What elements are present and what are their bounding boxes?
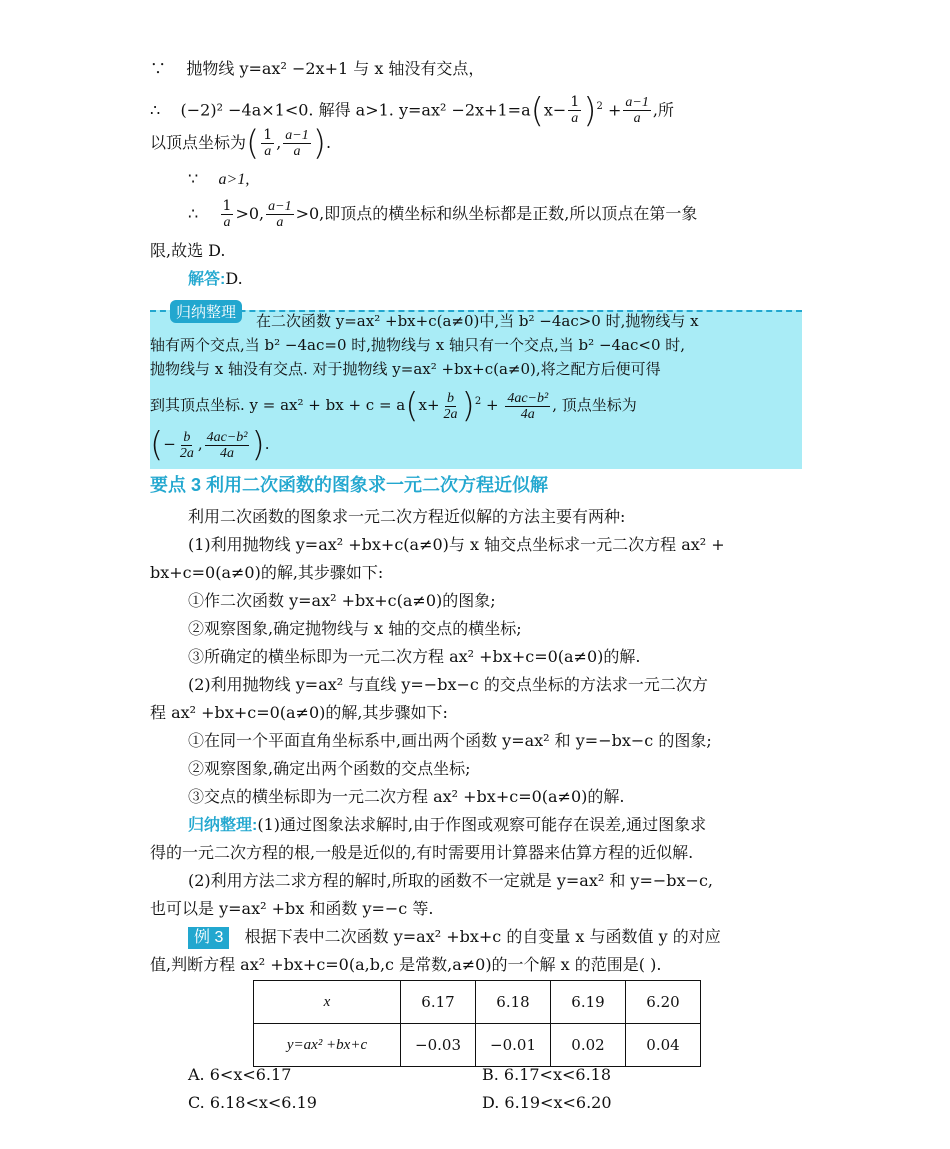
vertex-x-fraction: $\frac{1}{a}$ [263, 127, 273, 159]
summary-label-2: 归纳整理: [188, 817, 258, 834]
solution-text-1: 抛物线 y=ax² −2x+1 与 x 轴没有交点， [186, 59, 485, 78]
summary-text-3: 抛物线与 x 轴没有交点. 对于抛物线 y=ax² +bx+c(a≠0),将之配方后便可得 [150, 360, 661, 378]
section-heading: 要点 3 利用二次函数的图象求一元二次方程近似解 [150, 475, 549, 495]
solution-line-4 [188, 168, 840, 191]
example-line-1 [188, 926, 840, 949]
summary-plus: + [485, 396, 499, 414]
option-d[interactable]: D. 6.19<x<6.20 [482, 1093, 612, 1112]
solution-text-5b: >0,即顶点的横坐标和纵坐标都是正数,所以顶点在第一象 [295, 204, 698, 223]
table-row [254, 1024, 701, 1067]
summary-line-1 [256, 310, 802, 332]
solution-line-2: ∴ (−2)² −4a×1<0. 解得 a>1. y=ax² −2x+1=a(x− $\frac{1}{a}$ )$^2$ + $\frac{a-1}{a}$ ,所 [150, 90, 674, 131]
summary-text-1: 在二次函数 y=ax² +bx+c(a≠0)中,当 b² −4ac>0 时,抛物线与 x [256, 312, 699, 330]
solution-line-6 [150, 240, 802, 262]
table-cell: 6.20 [626, 981, 701, 1024]
therefore-symbol: ∴ [150, 100, 161, 120]
solution-text-3a: 以顶点坐标为 [150, 133, 247, 152]
table-cell: 6.19 [551, 981, 626, 1024]
section-p1: 利用二次函数的图象求一元二次方程近似解的方法主要有两种: [188, 507, 626, 526]
vertex-y-fraction: $\frac{a-1}{a}$ [285, 128, 309, 159]
example-tag: 例 3 [188, 927, 229, 949]
table-cell: x [254, 981, 401, 1024]
solution-line-1 [150, 58, 802, 80]
option-b[interactable]: B. 6.17<x<6.18 [482, 1065, 612, 1084]
option-c[interactable]: C. 6.18<x<6.19 [188, 1093, 317, 1112]
section-p10: ②观察图象,确定出两个函数的交点坐标; [188, 759, 471, 778]
section-p2: (1)利用抛物线 y=ax² +bx+c(a≠0)与 x 轴交点坐标求一元二次方程 ax² + [188, 535, 725, 554]
summary-tag: 归纳整理 [170, 300, 242, 323]
gt-zero-1: >0, [235, 204, 265, 223]
therefore-symbol-2: ∴ [188, 204, 199, 223]
summary-text-4d: , 顶点坐标为 [552, 396, 637, 414]
table-cell: −0.01 [476, 1024, 551, 1067]
solution-line-5 [188, 196, 802, 232]
section-p6: ③所确定的横坐标即为一元二次方程 ax² +bx+c=0(a≠0)的解. [188, 647, 641, 666]
because-symbol-2: ∵ [188, 169, 199, 188]
solution-text-2a: (−2)² −4a×1<0. 解得 a>1. y=ax² −2x+1=a [180, 100, 531, 120]
summary-text-4a: 到其顶点坐标. y = ax² + bx + c = a [150, 396, 406, 414]
table-cell: y=ax² +bx+c [254, 1024, 401, 1067]
example-question-1: 根据下表中二次函数 y=ax² +bx+c 的自变量 x 与函数值 y 的对应 [244, 927, 721, 946]
summary-line-5: (− $\frac{b}{2a}$ , $\frac{\text{4ac−b²}}{4a}$ ). [150, 425, 270, 465]
summary-text-2: 轴有两个交点,当 b² −4ac=0 时,抛物线与 x 轴只有一个交点,当 b² −4ac<0 时, [150, 336, 686, 354]
period: . [326, 133, 332, 152]
plus-sign: + [607, 100, 622, 120]
summary-line-2 [150, 334, 802, 356]
section-p3: bx+c=0(a≠0)的解,其步骤如下: [150, 563, 384, 582]
solution-text-2b: x− [543, 100, 567, 120]
section-p9: ①在同一个平面直角坐标系中,画出两个函数 y=ax² 和 y=−bx−c 的图象; [188, 731, 712, 750]
answer-value: D. [225, 269, 243, 288]
solution-text-4: a>1, [218, 171, 250, 188]
table-cell: 0.04 [626, 1024, 701, 1067]
section-p12: (1)通过图象法求解时,由于作图或观察可能存在误差,通过图象求 [257, 815, 707, 834]
summary-vertex-x: $\frac{b}{2a}$ [179, 429, 194, 461]
summary-line-3 [150, 358, 802, 380]
section-p7: (2)利用抛物线 y=ax² 与直线 y=−bx−c 的交点坐标的方法求一元二次方 [188, 675, 708, 694]
table-cell: 6.17 [401, 981, 476, 1024]
solution-text-2d: ,所 [652, 100, 674, 120]
value-table [253, 980, 701, 1067]
answer-line [188, 268, 840, 291]
section-p4: ①作二次函数 y=ax² +bx+c(a≠0)的图象; [188, 591, 496, 610]
section-p5: ②观察图象,确定抛物线与 x 轴的交点的横坐标; [188, 619, 522, 638]
summary-vertex-y: $\frac{\text{4ac−b²}}{4a}$ [206, 429, 248, 461]
option-a[interactable]: A. 6<x<6.17 [188, 1065, 292, 1084]
example-question-2: 值,判断方程 ax² +bx+c=0(a,b,c 是常数,a≠0)的一个解 x 的范围是( ). [150, 955, 662, 974]
summary-period: . [264, 435, 270, 453]
section-p13: 得的一元二次方程的根,一般是近似的,有时需要用计算器来估算方程的近似解. [150, 843, 694, 862]
summary-fraction-b-2a: $\frac{b}{2a}$ [443, 390, 458, 422]
table-cell: 0.02 [551, 1024, 626, 1067]
summary-fraction-4ac: $\frac{\text{4ac−b²}}{4a}$ [507, 390, 549, 422]
section-p8: 程 ax² +bx+c=0(a≠0)的解,其步骤如下: [150, 703, 448, 722]
fraction-a-minus-1-over-a: $\frac{a-1}{a}$ [625, 95, 649, 127]
table-cell: −0.03 [401, 1024, 476, 1067]
table-cell: 6.18 [476, 981, 551, 1024]
summary-line-4: 到其顶点坐标. y = ax² + bx + c = a(x+ $\frac{b}{2a}$ )$^2$ + $\frac{\text{4ac−b²}}{4a}$ , 顶点坐标为 [150, 386, 637, 426]
summary-text-4b: x+ [418, 396, 440, 414]
section-p14: (2)利用方法二求方程的解时,所取的函数不一定就是 y=ax² 和 y=−bx−c, [188, 871, 714, 890]
because-symbol: ∵ [150, 59, 167, 78]
table-row [254, 981, 701, 1024]
answer-label: 解答: [188, 271, 226, 288]
section-p11: ③交点的横坐标即为一元二次方程 ax² +bx+c=0(a≠0)的解. [188, 787, 625, 806]
solution-line-3: 以顶点坐标为( $\frac{1}{a}$ , $\frac{a-1}{a}$ ). [150, 123, 332, 164]
solution-text-6: 限,故选 D. [150, 241, 226, 260]
section-p12-line [188, 814, 840, 837]
fraction-1a: $\frac{1}{a}$ [222, 198, 232, 230]
fraction-1-over-a: $\frac{1}{a}$ [570, 94, 580, 127]
section-p15: 也可以是 y=ax² +bx 和函数 y=−c 等. [150, 899, 434, 918]
fraction-a1a: $\frac{a-1}{a}$ [268, 199, 292, 230]
